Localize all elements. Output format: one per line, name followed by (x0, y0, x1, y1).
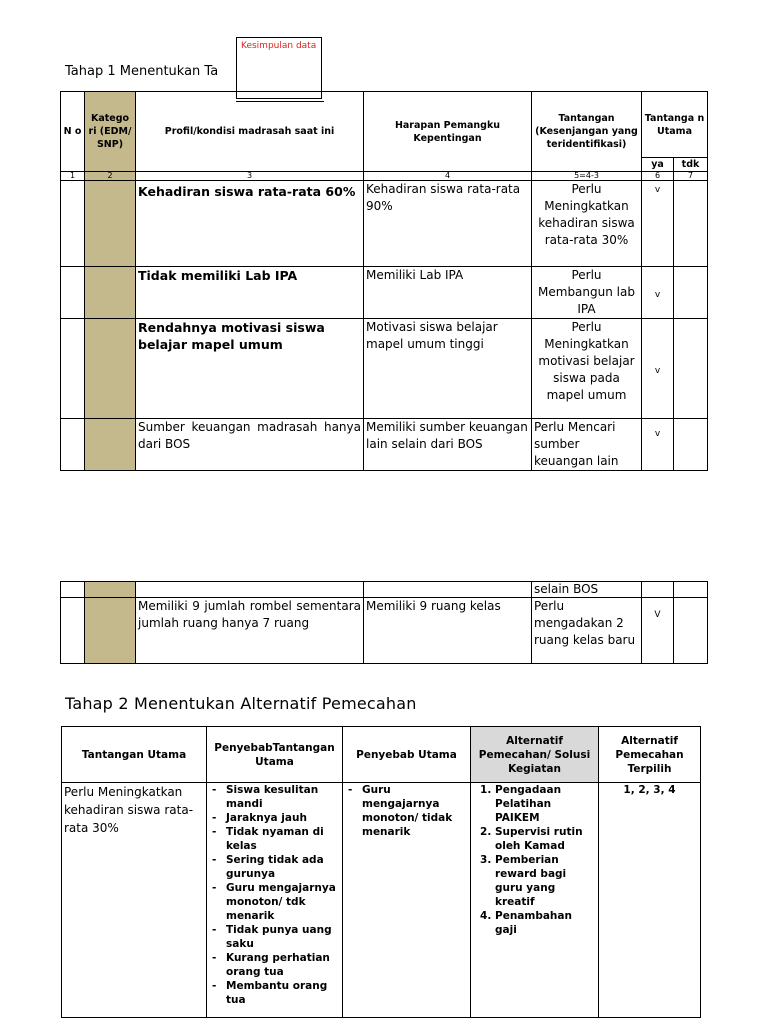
table-row (61, 598, 708, 664)
table-row (61, 419, 708, 471)
list-item: 4. Penambahan gaji (495, 909, 596, 937)
stage1-table-continued (60, 581, 708, 664)
ya-check: v (642, 419, 674, 471)
harapan-cell: Memiliki sumber keuangan lain selain dari BOS (364, 419, 532, 471)
header-profil: Profil/kondisi madrasah saat ini (136, 92, 364, 172)
col-num: 6 (642, 172, 674, 181)
stage2-table (61, 726, 701, 1018)
col-num: 3 (136, 172, 364, 181)
harapan-cell: Motivasi siswa belajar mapel umum tinggi (364, 319, 532, 419)
header-no: N o (61, 92, 85, 172)
tantangan-utama-cell: Perlu Meningkatkan kehadiran siswa rata-rata 30% (62, 783, 207, 1018)
penyebab-utama-cell (343, 783, 471, 1018)
col-num: 7 (674, 172, 708, 181)
terpilih-cell: 1, 2, 3, 4 (599, 783, 701, 1018)
header-harapan: Harapan Pemangku Kepentingan (364, 92, 532, 172)
tantangan-cell: Perlu mengadakan 2 ruang kelas baru (532, 598, 642, 664)
header-tantangan: Tantangan (Kesenjangan yang teridentifikasi) (532, 92, 642, 172)
header-tdk: tdk (674, 158, 708, 172)
header-utama: Tantanga n Utama (642, 92, 708, 158)
profil-cell: Kehadiran siswa rata-rata 60% (136, 181, 364, 267)
ya-check: v (642, 267, 674, 319)
stage1-title: Tahap 1 Menentukan Ta (65, 64, 219, 79)
table-row (62, 783, 701, 1018)
ya-check: V (642, 598, 674, 664)
list-item: - Membantu orang tua (209, 979, 340, 1007)
ya-check: v (642, 181, 674, 267)
profil-cell: Sumber keuangan madrasah hanya dari BOS (136, 419, 364, 471)
list-item: - Guru mengajarnya monoton/ tdk menarik (209, 881, 340, 923)
tantangan-tail: selain BOS (532, 582, 642, 598)
list-item: 1. Pengadaan Pelatihan PAIKEM (495, 783, 596, 825)
harapan-cell: Memiliki 9 ruang kelas (364, 598, 532, 664)
list-item: 3. Pemberian reward bagi guru yang kreatif (495, 853, 596, 909)
list-item: - Siswa kesulitan mandi (209, 783, 340, 811)
table-row (61, 319, 708, 419)
profil-cell: Rendahnya motivasi siswa belajar mapel umum (136, 319, 364, 419)
header-penyebab-utama: Penyebab Utama (343, 727, 471, 783)
list-item: - Kurang perhatian orang tua (209, 951, 340, 979)
header-terpilih: Alternatif Pemecahan Terpilih (599, 727, 701, 783)
tantangan-cell: Perlu Membangun lab IPA (532, 267, 642, 319)
profil-cell: Tidak memiliki Lab IPA (136, 267, 364, 319)
list-item: - Tidak nyaman di kelas (209, 825, 340, 853)
penyebab-tantangan-cell (207, 783, 343, 1018)
col-num: 2 (85, 172, 136, 181)
header-penyebab-tantangan: PenyebabTantangan Utama (207, 727, 343, 783)
harapan-cell: Kehadiran siswa rata-rata 90% (364, 181, 532, 267)
alternatif-cell (471, 783, 599, 1018)
col-num: 1 (61, 172, 85, 181)
header-kategori: Katego ri (EDM/ SNP) (85, 92, 136, 172)
harapan-cell: Memiliki Lab IPA (364, 267, 532, 319)
stage2-title: Tahap 2 Menentukan Alternatif Pemecahan (65, 694, 417, 713)
col-num: 4 (364, 172, 532, 181)
list-item: - Tidak punya uang saku (209, 923, 340, 951)
header-ya: ya (642, 158, 674, 172)
tantangan-cell: Perlu Mencari sumber keuangan lain (532, 419, 642, 471)
list-item: - Sering tidak ada gurunya (209, 853, 340, 881)
table-row (61, 582, 708, 598)
ya-check: v (642, 319, 674, 419)
list-item: - Jaraknya jauh (209, 811, 340, 825)
stage1-table (60, 91, 708, 471)
list-item: 2. Supervisi rutin oleh Kamad (495, 825, 596, 853)
tantangan-cell: Perlu Meningkatkan kehadiran siswa rata-rata 30% (532, 181, 642, 267)
table-row (61, 267, 708, 319)
header-tantangan-utama: Tantangan Utama (62, 727, 207, 783)
col-num: 5=4-3 (532, 172, 642, 181)
table-row (61, 181, 708, 267)
header-alternatif: Alternatif Pemecahan/ Solusi Kegiatan (471, 727, 599, 783)
list-item: - Guru mengajarnya monoton/ tidak menarik (345, 783, 468, 839)
profil-cell: Memiliki 9 jumlah rombel sementara jumlah ruang hanya 7 ruang (136, 598, 364, 664)
callout-box: Kesimpulan data (236, 37, 322, 99)
column-number-row (61, 172, 708, 181)
tantangan-cell: Perlu Meningkatkan motivasi belajar siswa pada mapel umum (532, 319, 642, 419)
